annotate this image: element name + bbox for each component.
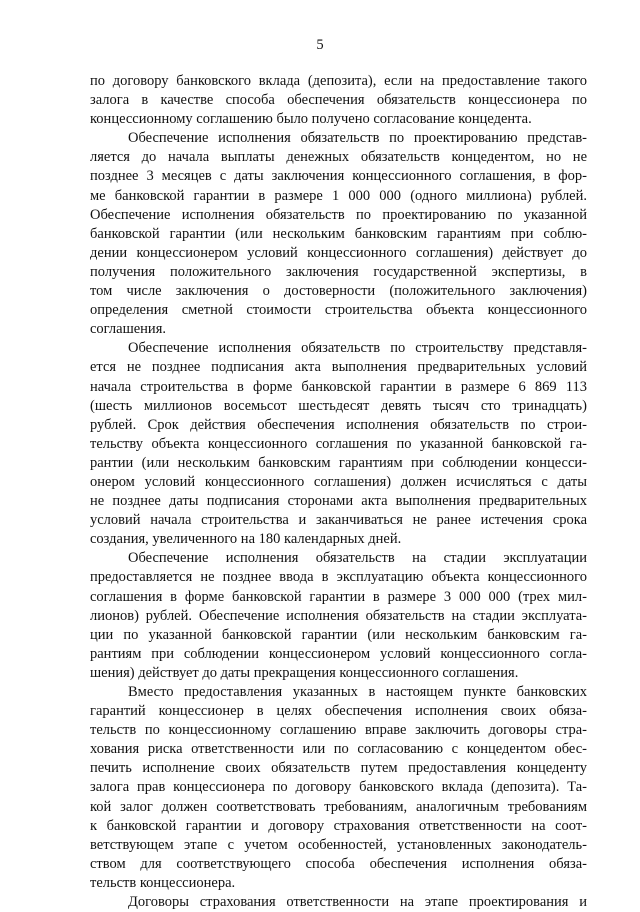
text-line: условий начала строительства и заканчиваться не ранее истечения срока	[90, 512, 587, 529]
paragraph	[90, 72, 587, 129]
text-line: тельству объекта концессионного соглашения по указанной банковской га-	[90, 435, 587, 452]
text-line: кой залог должен соответствовать требованиям, аналогичным требованиям	[90, 798, 587, 815]
text-line: создания, увеличенного на 180 календарных дней.	[90, 531, 402, 548]
text-line: Вместо предоставления указанных в настоящем пункте банковских	[128, 684, 587, 700]
text-line: получения положительного заключения государственной экспертизы, в	[90, 263, 587, 280]
text-line: определения сметной стоимости строительства объекта концессионного	[90, 302, 587, 319]
text-line: концессионному соглашению было получено согласование концедента.	[90, 111, 532, 128]
text-line: Договоры страхования ответственности на этапе проектирования и	[128, 894, 587, 911]
text-line: залога в качестве способа обеспечения обязательств концессионера по	[90, 92, 587, 109]
text-line: рублей. Срок действия обеспечения исполнения обязательств по строи-	[90, 416, 587, 433]
document-body	[90, 72, 587, 912]
text-line: лионов) рублей. Обеспечение исполнения обязательств на стадии эксплуата-	[90, 607, 587, 624]
text-line: начала строительства в форме банковской гарантии в размере 6 869 113	[90, 378, 587, 395]
text-line: Обеспечение исполнения обязательств по строительству представля-	[128, 340, 587, 357]
text-line: ется не позднее подписания акта выполнения предварительных условий	[90, 359, 587, 376]
text-line: рантиям при соблюдении концессионером условий концессионного согла-	[90, 645, 587, 662]
text-line: позднее 3 месяцев с даты заключения концессионного соглашения, в фор-	[90, 168, 587, 185]
text-line: шения) действует до даты прекращения концессионного соглашения.	[90, 664, 519, 681]
text-line: Обеспечение исполнения обязательств на стадии эксплуатации	[128, 550, 587, 567]
text-line: ством для соответствующего способа обеспечения исполнения обяза-	[90, 855, 587, 872]
text-line: печить исполнение своих обязательств путем предоставления концеденту	[90, 760, 587, 777]
text-line: соглашения в форме банковской гарантии в размере 3 000 000 (трех мил-	[90, 588, 587, 605]
text-line: Обеспечение исполнения обязательств по проектированию представ-	[128, 130, 587, 147]
text-line: тельств по концессионному соглашению вправе заключить договоры стра-	[90, 722, 587, 739]
text-line: ме банковской гарантии в размере 1 000 000 (одного миллиона) рублей.	[90, 187, 587, 204]
text-line: предоставляется не позднее ввода в эксплуатацию объекта концессионного	[90, 569, 587, 586]
text-line: онером условий концессионного соглашения) должен исчисляться с даты	[90, 473, 587, 490]
paragraph	[90, 549, 587, 683]
paragraph	[90, 339, 587, 549]
text-line: залога прав концессионера по договору банковского вклада (депозита). Та-	[90, 779, 587, 796]
text-line: соглашения.	[90, 321, 166, 338]
paragraph	[90, 893, 587, 912]
text-line: гарантий концессионер в целях обеспечения исполнения своих обяза-	[90, 703, 587, 720]
text-line: банковской гарантии (или нескольким банковским гарантиям при соблю-	[90, 225, 587, 242]
text-line: ляется до начала выплаты денежных обязательств концедентом, но не	[90, 149, 587, 166]
text-line: хования риска ответственности или по согласованию с концедентом обес-	[90, 741, 587, 758]
page-number: 5	[316, 37, 324, 53]
paragraph	[90, 129, 587, 339]
text-line: дении концессионером условий концессионного соглашения) действует до	[90, 244, 587, 261]
text-line: ции по указанной банковской гарантии (или нескольким банковским га-	[90, 626, 587, 643]
text-line: рантии (или нескольким банковским гарантиям при соблюдении концесси-	[90, 454, 587, 471]
paragraph	[90, 683, 587, 893]
text-line: тельств концессионера.	[90, 874, 236, 891]
text-line: том числе заключения о достоверности (положительного заключения)	[90, 283, 587, 300]
text-line: к банковской гарантии и договору страхования ответственности на соот-	[90, 817, 587, 834]
text-line: ветствующем этапе с учетом особенностей, установленных законодатель-	[90, 836, 587, 853]
text-line: по договору банковского вклада (депозита), если на предоставление такого	[90, 73, 587, 89]
text-line: не позднее даты подписания сторонами акта выполнения предварительных	[90, 493, 587, 510]
text-line: (шесть миллионов восемьсот шестьдесят девять тысяч сто тринадцать)	[90, 397, 587, 414]
text-line: Обеспечение исполнения обязательств по проектированию по указанной	[90, 206, 587, 223]
